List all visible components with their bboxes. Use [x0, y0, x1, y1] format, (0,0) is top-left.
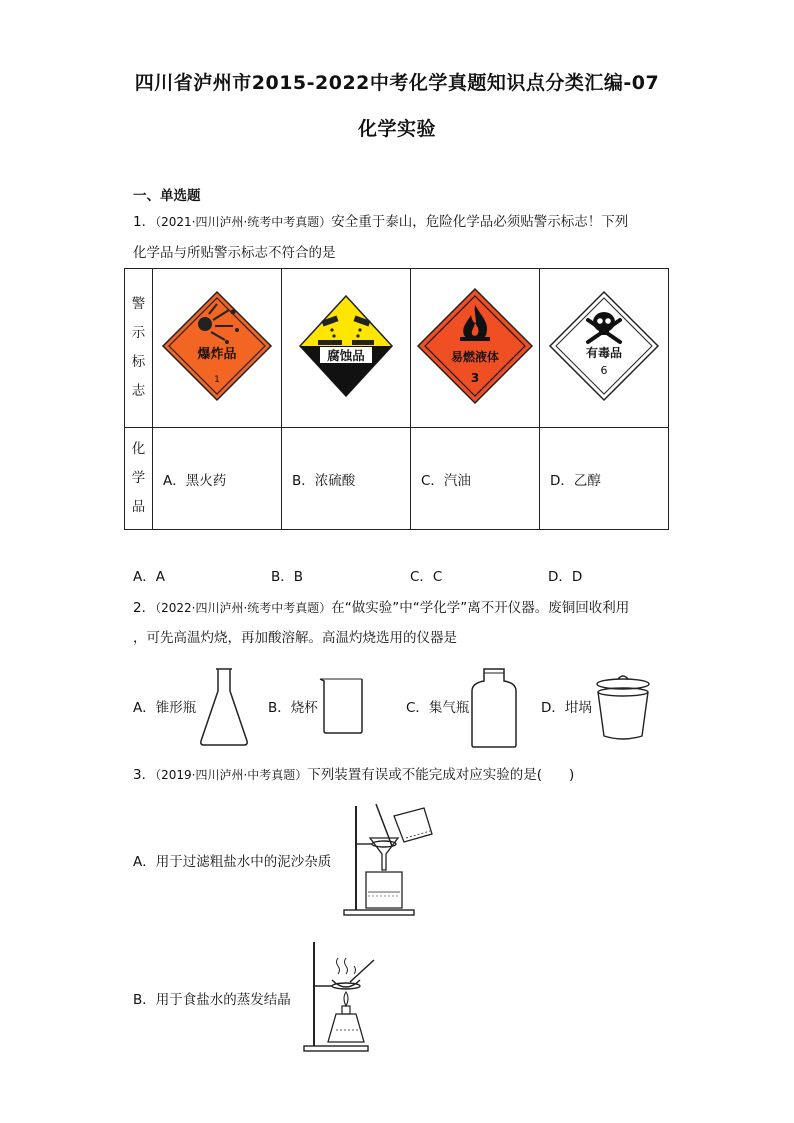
q1-stem-line2: 化学品与所贴警示标志不符合的是 — [133, 245, 336, 261]
q3-source: （2019·四川泸州·中考真题） — [155, 768, 308, 782]
sign-cell-toxic — [540, 269, 669, 428]
hazard-sign-table — [124, 268, 669, 530]
chemical-cell-c: C．汽油 — [411, 428, 540, 530]
q2-number: 2． — [133, 600, 156, 616]
q2-option-d[interactable]: D．坩埚 — [541, 700, 592, 716]
explosion-icon — [161, 290, 273, 402]
sign-label: 有毒品 — [585, 346, 623, 360]
q3-stem — [133, 765, 574, 785]
q1-option-a[interactable]: A．A — [133, 569, 165, 585]
q1-option-c[interactable]: C．C — [410, 569, 443, 585]
section-heading: 一、单选题 — [133, 188, 201, 204]
conical-flask-icon — [198, 667, 250, 747]
q1-stem: 安全重于泰山，危险化学品必须贴警示标志！下列 — [331, 214, 629, 230]
flame-icon — [416, 287, 534, 405]
q1-option-b[interactable]: B．B — [271, 569, 304, 585]
header-char: 标 — [131, 354, 146, 370]
corrosion-icon — [296, 290, 396, 402]
row-header-chemical — [125, 428, 153, 530]
header-char: 学 — [131, 470, 146, 486]
row-header-warning-sign — [125, 269, 153, 428]
sign-cell-corrosive — [282, 269, 411, 428]
document-subtitle: 化学实验 — [357, 118, 436, 140]
q2-stem: 在“做实验”中“学化学”离不开仪器。废铜回收利用 — [331, 600, 630, 616]
q2-option-c[interactable]: C．集气瓶 — [406, 700, 470, 716]
header-char: 志 — [131, 383, 146, 399]
q2-source: （2022·四川泸州·统考中考真题） — [155, 601, 332, 615]
q3-number: 3． — [133, 767, 156, 783]
q2-stem-line1 — [133, 598, 629, 618]
beaker-icon — [318, 675, 368, 735]
header-char: 警 — [131, 296, 146, 312]
q3-option-a[interactable]: A．用于过滤粗盐水中的泥沙杂质 — [133, 854, 332, 870]
q3-stem-text: 下列装置有误或不能完成对应实验的是( ) — [307, 767, 575, 783]
q2-option-a[interactable]: A．锥形瓶 — [133, 700, 197, 716]
sign-class-number: 6 — [600, 364, 608, 377]
sign-class-number: 3 — [470, 371, 480, 385]
q3-option-b[interactable]: B．用于食盐水的蒸发结晶 — [133, 992, 291, 1008]
header-char: 示 — [131, 325, 146, 341]
q1-source: （2021·四川泸州·统考中考真题） — [155, 215, 332, 229]
q2-stem-line2: ，可先高温灼烧，再加酸溶解。高温灼烧选用的仪器是 — [133, 630, 457, 646]
sign-label: 易燃液体 — [450, 350, 500, 364]
sign-label: 爆炸品 — [197, 347, 237, 362]
sign-class-number: 1 — [214, 375, 220, 385]
header-char: 化 — [131, 441, 146, 457]
chemical-cell-a: A．黑火药 — [153, 428, 282, 530]
header-char: 品 — [131, 499, 146, 515]
chemical-cell-d: D．乙醇 — [540, 428, 669, 530]
q2-option-b[interactable]: B．烧杯 — [268, 700, 318, 716]
filtration-apparatus-icon — [338, 800, 448, 920]
q1-stem-line1 — [133, 212, 628, 232]
document-title: 四川省泸州市2015-2022中考化学真题知识点分类汇编-07 — [134, 72, 660, 94]
chemical-cell-b: B．浓硫酸 — [282, 428, 411, 530]
evaporation-apparatus-icon — [298, 938, 388, 1056]
q1-option-d[interactable]: D．D — [548, 569, 583, 585]
skull-crossbones-icon — [548, 290, 660, 402]
sign-cell-explosive — [153, 269, 282, 428]
gas-collecting-bottle-icon — [470, 667, 518, 749]
q1-number: 1． — [133, 214, 156, 230]
sign-cell-flammable — [411, 269, 540, 428]
sign-label: 腐蚀品 — [327, 348, 365, 363]
crucible-icon — [594, 672, 652, 742]
